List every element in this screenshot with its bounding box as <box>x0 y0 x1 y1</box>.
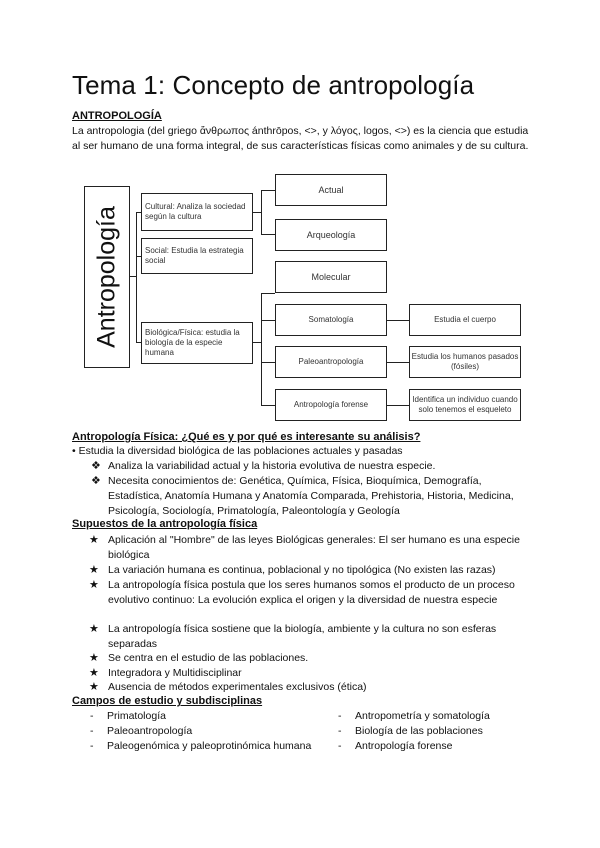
intro-text: La antropologia (del griego ἄνθρωπος ánthrōpos, <>, y λόγος, logos, <>) es la ciencia que estudia al ser humano de una forma integral, de sus características físicas como animales y de su cultura. <box>72 125 529 152</box>
dash-bullet-icon: - <box>338 740 342 752</box>
branch-biologica: Biológica/Física: estudia la biología de la especie humana <box>141 322 253 364</box>
star-bullet-icon: ★ <box>89 623 99 635</box>
campo-item: Antropología forense <box>355 740 453 752</box>
node-antropologia-forense: Antropología forense <box>275 389 387 421</box>
dash-bullet-icon: - <box>90 725 94 737</box>
diagram-main-box <box>84 186 130 368</box>
diamond-bullet-icon: ❖ <box>91 475 101 487</box>
detail-paleoantropologia: Estudia los humanos pasados (fósiles) <box>409 346 521 378</box>
dash-bullet-icon: - <box>90 710 94 722</box>
connector <box>261 190 275 191</box>
connector <box>253 212 261 213</box>
supuesto-item: Integradora y Multidisciplinar <box>108 667 242 679</box>
star-bullet-icon: ★ <box>89 564 99 576</box>
branch-cultural: Cultural: Analiza la sociedad según la cultura <box>141 193 253 231</box>
intro-heading: ANTROPOLOGÍA <box>72 110 162 122</box>
connector <box>261 190 262 234</box>
connector <box>261 293 275 294</box>
diagram-main-label: Antropología <box>92 206 121 348</box>
connector <box>261 405 275 406</box>
connector <box>387 405 409 406</box>
fisica-item: Analiza la variabilidad actual y la historia evolutiva de nuestra especie. <box>108 460 436 472</box>
campo-item: Primatología <box>107 710 166 722</box>
diamond-bullet-icon: ❖ <box>91 460 101 472</box>
connector <box>261 234 275 235</box>
supuesto-item: Ausencia de métodos experimentales exclusivos (ética) <box>108 681 367 693</box>
node-somatologia: Somatología <box>275 304 387 336</box>
connector <box>261 362 275 363</box>
connector <box>261 293 262 405</box>
supuesto-item: Se centra en el estudio de las poblaciones. <box>108 652 309 664</box>
detail-somatologia: Estudia el cuerpo <box>409 304 521 336</box>
star-bullet-icon: ★ <box>89 652 99 664</box>
campo-item: Antropometría y somatología <box>355 710 490 722</box>
supuesto-item: Aplicación al "Hombre" de las leyes Biológicas generales: El ser humano es una especie biológica <box>108 534 520 561</box>
node-paleoantropologia: Paleoantropología <box>275 346 387 378</box>
supuesto-item: La antropología física sostiene que la biología, ambiente y la cultura no son esferas separadas <box>108 623 497 650</box>
fisica-heading: Antropología Física: ¿Qué es y por qué es interesante su análisis? <box>72 431 421 443</box>
dash-bullet-icon: - <box>338 725 342 737</box>
connector <box>387 362 409 363</box>
fisica-item: Necesita conocimientos de: Genética, Química, Física, Bioquímica, Demografía, Estadística, Anatomía Humana y Anatomía Comparada, Prehistoria, Historia, Medicina, Psicología, Sociología, Primatología, Paleontología y Geología <box>108 475 514 517</box>
star-bullet-icon: ★ <box>89 579 99 591</box>
node-arqueologia: Arqueología <box>275 219 387 251</box>
node-actual: Actual <box>275 174 387 206</box>
supuesto-item: La antropología física postula que los seres humanos somos el producto de un proceso evolutivo continuo: La evolución explica el origen y la diversidad de nuestra especie <box>108 579 515 606</box>
dash-bullet-icon: - <box>90 740 94 752</box>
supuesto-item: La variación humana es continua, poblacional y no tipológica (No existen las razas) <box>108 564 496 576</box>
fisica-lead: • Estudia la diversidad biológica de las poblaciones actuales y pasadas <box>72 445 403 457</box>
campo-item: Paleogenómica y paleoprotinómica humana <box>107 740 312 752</box>
campos-heading: Campos de estudio y subdisciplinas <box>72 695 263 707</box>
connector <box>261 320 275 321</box>
star-bullet-icon: ★ <box>89 667 99 679</box>
page-title: Tema 1: Concepto de antropología <box>72 70 475 100</box>
star-bullet-icon: ★ <box>89 681 99 693</box>
branch-social: Social: Estudia la estrategia social <box>141 238 253 274</box>
connector <box>253 342 261 343</box>
dash-bullet-icon: - <box>338 710 342 722</box>
connector <box>136 212 137 342</box>
campo-item: Biología de las poblaciones <box>355 725 483 737</box>
supuestos-heading: Supuestos de la antropología física <box>72 518 258 530</box>
campo-item: Paleoantropología <box>107 725 193 737</box>
detail-forense: Identifica un individuo cuando solo tenemos el esqueleto <box>409 389 521 421</box>
star-bullet-icon: ★ <box>89 534 99 546</box>
node-molecular: Molecular <box>275 261 387 293</box>
connector <box>387 320 409 321</box>
